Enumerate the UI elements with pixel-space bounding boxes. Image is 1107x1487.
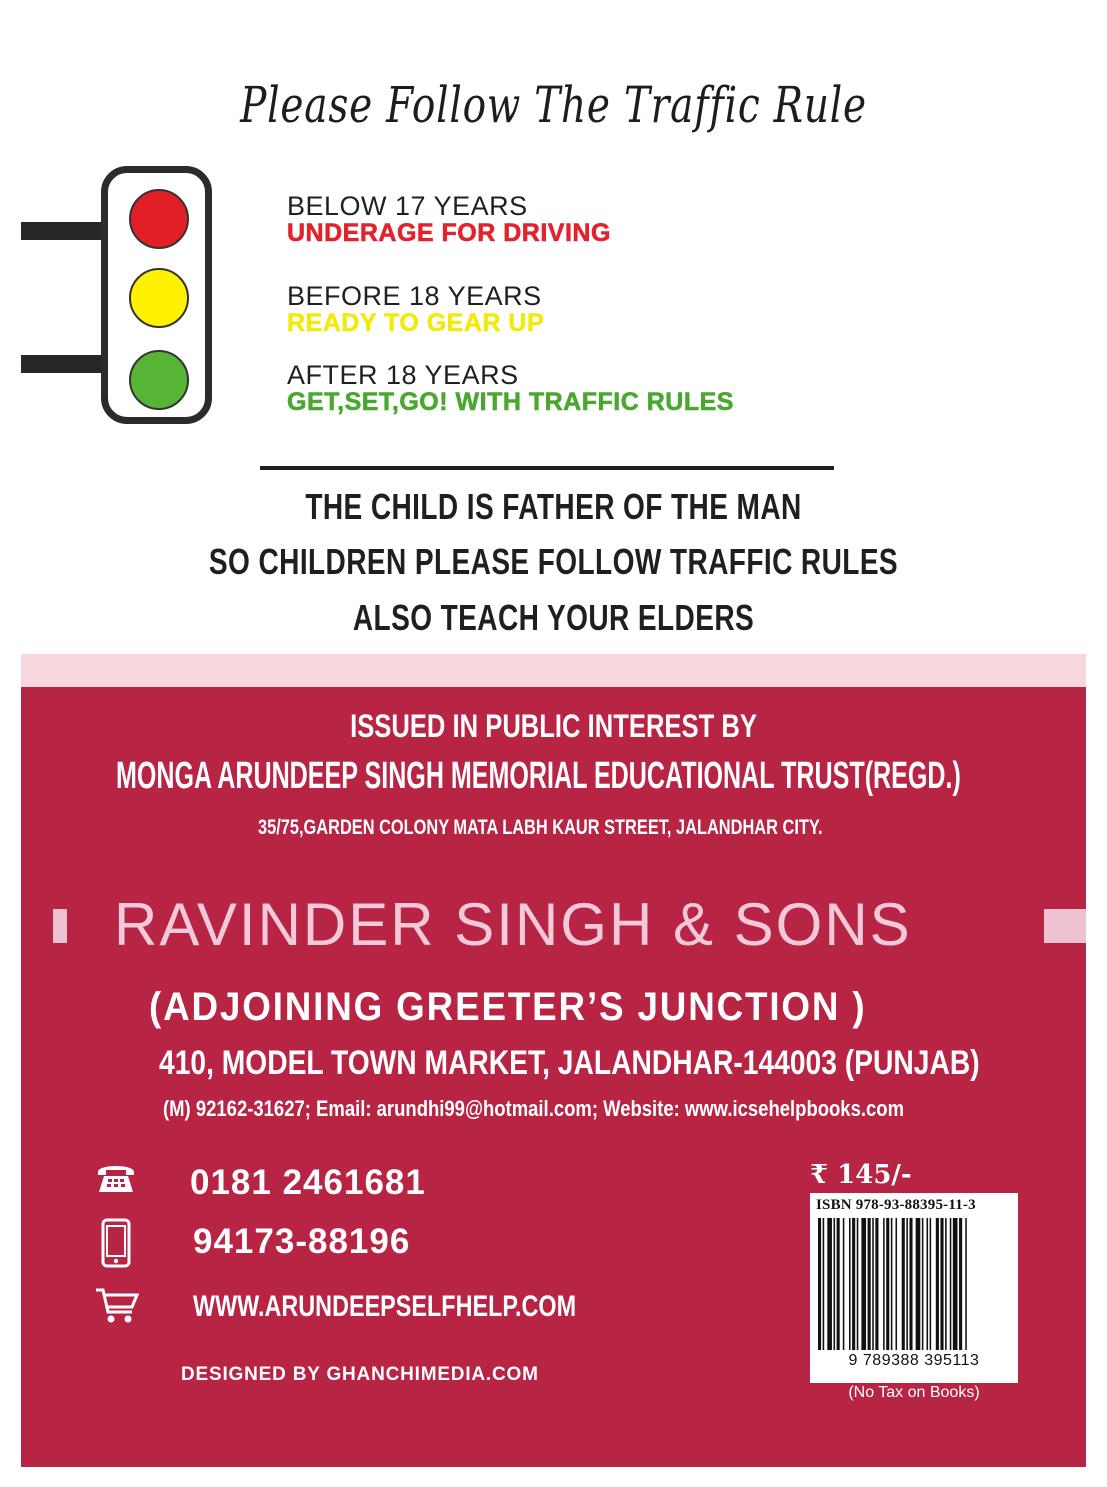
brand-accent-right — [1044, 909, 1086, 943]
brand-accent-left — [53, 909, 67, 943]
barcode-bar — [823, 1218, 825, 1350]
isbn-number: ISBN 978-93-88395-11-3 — [816, 1197, 976, 1213]
pink-band — [21, 654, 1086, 687]
tax-note: (No Tax on Books) — [848, 1384, 980, 1401]
barcode-bar — [849, 1218, 851, 1350]
barcode-bar — [930, 1218, 932, 1350]
rule-message: GET,SET,GO! WITH TRAFFIC RULES — [287, 388, 734, 416]
barcode-digits: 9 789388 395113 — [848, 1352, 980, 1369]
traffic-light-pole-upper — [21, 222, 103, 240]
telephone-icon — [95, 1160, 137, 1199]
barcode-bar — [852, 1218, 855, 1350]
rule-before-18 — [287, 282, 544, 336]
barcode — [810, 1193, 1018, 1383]
barcode-bar — [896, 1218, 898, 1350]
red-lamp — [129, 189, 189, 249]
publisher-address: 410, MODEL TOWN MARKET, JALANDHAR-144003 (PUNJAB) — [159, 1044, 980, 1082]
barcode-bar — [861, 1218, 866, 1350]
barcode-bar — [922, 1218, 924, 1350]
publisher-contact: (M) 92162-31627; Email: arundhi99@hotmail.com; Website: www.icsehelpbooks.com — [163, 1096, 904, 1121]
issuer-address: 35/75,GARDEN COLONY MATA LABH KAUR STREET, JALANDHAR CITY. — [258, 816, 823, 839]
barcode-bar — [857, 1218, 859, 1350]
barcode-bar — [891, 1218, 893, 1350]
barcode-bar — [818, 1218, 821, 1350]
rule-age-label: BEFORE 18 YEARS — [287, 281, 542, 311]
slogan-line-2: SO CHILDREN PLEASE FOLLOW TRAFFIC RULES — [208, 541, 899, 582]
issuer-intro: ISSUED IN PUBLIC INTEREST BY — [350, 708, 757, 744]
rule-message: READY TO GEAR UP — [287, 309, 545, 337]
barcode-bar — [868, 1218, 871, 1350]
mobile-number: 94173-88196 — [193, 1222, 411, 1261]
barcode-bar — [837, 1218, 840, 1350]
barcode-bars — [818, 1218, 1010, 1350]
barcode-bar — [902, 1218, 905, 1350]
green-lamp — [129, 350, 189, 410]
divider — [260, 466, 834, 470]
barcode-bar — [927, 1218, 929, 1350]
barcode-bar — [886, 1218, 889, 1350]
traffic-light-pole-lower — [21, 355, 103, 373]
barcode-bar — [834, 1218, 836, 1350]
publisher-name: RAVINDER SINGH & SONS — [114, 891, 912, 958]
barcode-bar — [906, 1218, 908, 1350]
shopping-cart-icon — [94, 1286, 140, 1331]
yellow-lamp — [129, 268, 189, 328]
barcode-bar — [827, 1218, 832, 1350]
barcode-bar — [965, 1218, 967, 1350]
rule-age-label: AFTER 18 YEARS — [287, 360, 519, 390]
barcode-bar — [940, 1218, 943, 1350]
website-link[interactable]: WWW.ARUNDEEPSELFHELP.COM — [193, 1290, 577, 1323]
mobile-phone-icon — [101, 1218, 131, 1273]
phone-number: 0181 2461681 — [190, 1163, 426, 1202]
designer-credit: DESIGNED BY GHANCHIMEDIA.COM — [181, 1364, 539, 1385]
barcode-bar — [872, 1218, 874, 1350]
price: ₹ 145/- — [810, 1160, 912, 1190]
barcode-bar — [959, 1218, 962, 1350]
barcode-bar — [936, 1218, 939, 1350]
barcode-bar — [909, 1218, 912, 1350]
page-title: Please Follow The Traffic Rule — [240, 76, 867, 134]
rule-age-label: BELOW 17 YEARS — [287, 191, 528, 221]
barcode-bar — [843, 1218, 845, 1350]
rule-after-18 — [287, 361, 734, 415]
barcode-bar — [953, 1218, 958, 1350]
barcode-bar — [916, 1218, 921, 1350]
slogan-line-3: ALSO TEACH YOUR ELDERS — [352, 597, 755, 638]
rule-message: UNDERAGE FOR DRIVING — [287, 219, 611, 247]
rule-underage — [287, 192, 611, 246]
barcode-bar — [950, 1218, 952, 1350]
publisher-landmark: (ADJOINING GREETER’S JUNCTION ) — [149, 985, 867, 1029]
barcode-bar — [945, 1218, 947, 1350]
slogan-line-1: THE CHILD IS FATHER OF THE MAN — [305, 486, 802, 527]
barcode-bar — [883, 1218, 885, 1350]
barcode-bar — [875, 1218, 878, 1350]
issuer-name: MONGA ARUNDEEP SINGH MEMORIAL EDUCATIONAL TRUST(REGD.) — [116, 755, 961, 797]
